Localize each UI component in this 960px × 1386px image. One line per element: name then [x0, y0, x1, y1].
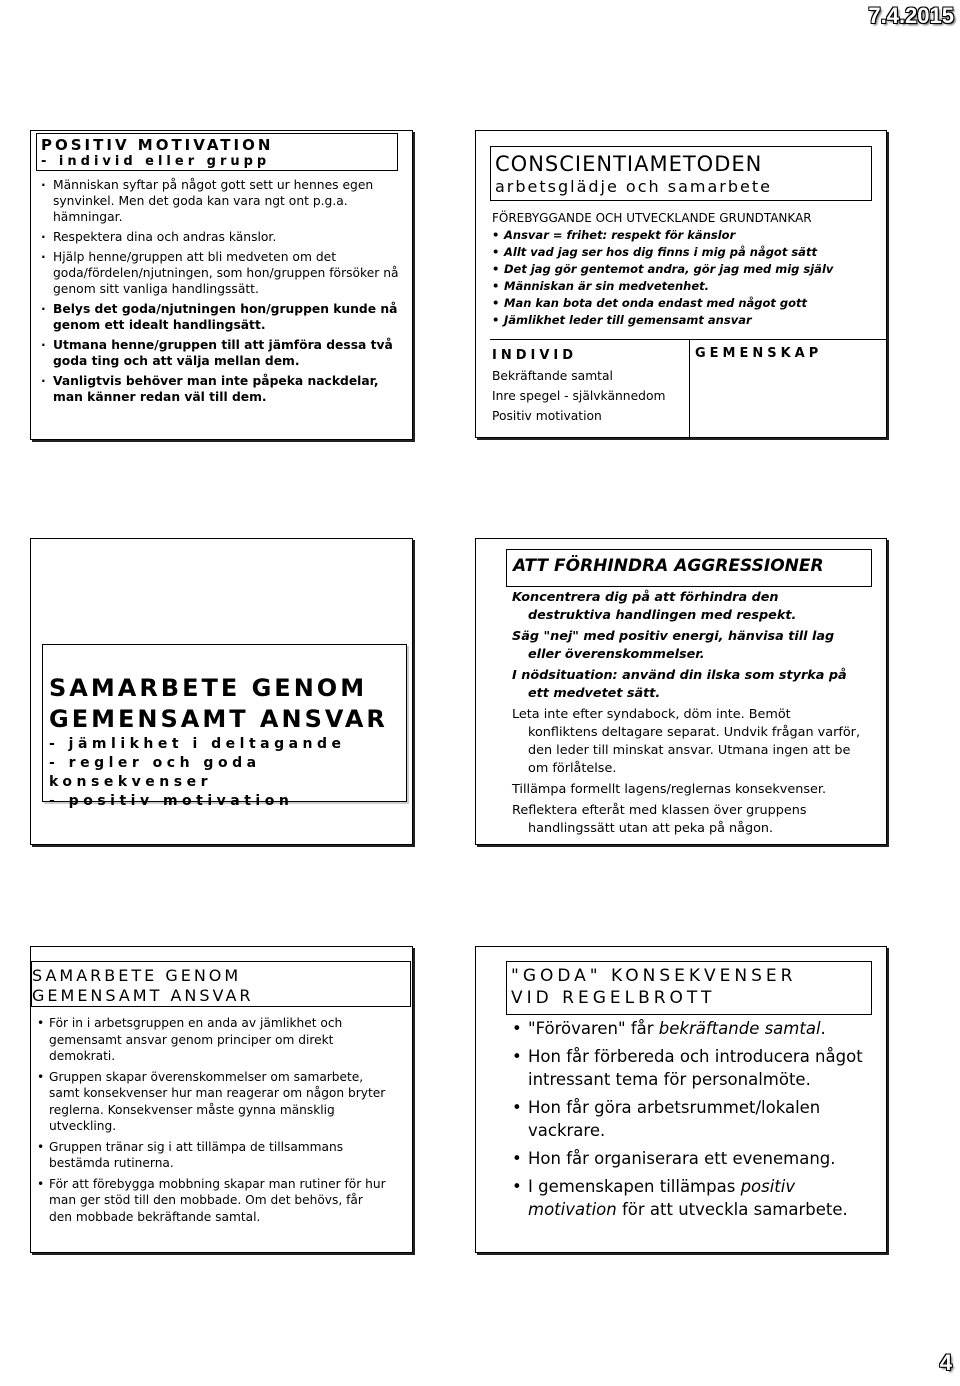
list-text: .	[820, 1019, 826, 1038]
slide-title-line: VID REGELBROTT	[511, 988, 716, 1008]
list-item: I nödsituation: använd din ilska som styrka på ett medvetet sätt.	[512, 668, 847, 701]
list-item: • Hon får organiserara ett evenemang.	[512, 1147, 872, 1170]
column-heading: INDIVID	[492, 348, 578, 363]
slide-conscientiametoden	[475, 130, 887, 438]
list-item: · Utmana henne/gruppen till att jämföra dessa två goda ting och att välja mellan dem.	[39, 337, 401, 369]
list-text: I gemenskapen tillämpas	[528, 1177, 741, 1196]
list-item	[512, 1017, 872, 1040]
slide-subline: - regler och goda konsekvenser	[49, 755, 261, 790]
slide-subline: - positiv motivation	[49, 793, 294, 809]
bullet-list	[512, 589, 862, 841]
list-item: • Gruppen tränar sig i att tillämpa de tillsammans bestämda rutinerna.	[37, 1139, 387, 1172]
bullet-list	[37, 1015, 387, 1229]
slide-title-line: SAMARBETE GENOM	[49, 674, 368, 702]
slide-title-line: GEMENSAMT ANSVAR	[32, 986, 254, 1005]
list-item: • Allt vad jag ser hos dig finns i mig på något sätt	[492, 244, 872, 261]
slide-subtitle: arbetsglädje och samarbete	[495, 177, 772, 196]
slide-subline: - jämlikhet i deltagande	[49, 736, 346, 752]
slide-title: CONSCIENTIAMETODEN	[495, 152, 763, 176]
table-cell: Inre spegel - självkännedom	[492, 389, 666, 403]
list-item: • Det jag gör gentemot andra, gör jag med mig själv	[492, 261, 872, 278]
section-heading: FÖREBYGGANDE OCH UTVECKLANDE GRUNDTANKAR	[492, 211, 812, 225]
slide-title: POSITIV MOTIVATION	[41, 136, 274, 154]
slide-title-box	[490, 146, 872, 201]
slide-title-box	[506, 961, 872, 1015]
slide-samarbete-genom	[30, 538, 413, 845]
list-item: • Ansvar = frihet: respekt för känslor	[492, 227, 872, 244]
list-item: • Hon får förbereda och introducera något intressant tema för personalmöte.	[512, 1045, 872, 1091]
column-heading: GEMENSKAP	[695, 346, 823, 361]
list-text-italic: positiv motivation	[528, 1177, 796, 1219]
slide-title: ATT FÖRHINDRA AGGRESSIONER	[506, 549, 872, 587]
column-gemenskap	[690, 340, 886, 438]
bullet-list	[512, 1017, 872, 1226]
list-item: • För att förebygga mobbning skapar man rutiner för hur man ger stöd till den mobbade. Om det behövs, får den mobbade bekräftande samtal.	[37, 1176, 387, 1226]
list-item: · Vanligtvis behöver man inte påpeka nackdelar, man känner redan väl till dem.	[39, 373, 401, 405]
list-item: Säg "nej" med positiv energi, hänvisa till lag eller överenskommelser.	[512, 629, 835, 662]
list-item: · Belys det goda/njutningen hon/gruppen kunde nå genom ett idealt handlingsätt.	[39, 301, 401, 333]
slide-goda-konsekvenser	[475, 946, 887, 1253]
list-text: "Förövaren" får	[528, 1019, 659, 1038]
slide-title-box	[36, 133, 398, 171]
list-item: • Jämlikhet leder till gemensamt ansvar	[492, 312, 872, 329]
list-item: · Respektera dina och andras känslor.	[39, 229, 401, 245]
table-cell: Bekräftande samtal	[492, 369, 613, 383]
list-item: Reflektera efteråt med klassen över gruppens handlingssätt utan att peka på någon.	[512, 803, 807, 836]
list-item: • Hon får göra arbetsrummet/lokalen vackrare.	[512, 1096, 872, 1142]
two-column-table	[490, 339, 886, 438]
list-item: Tillämpa formellt lagens/reglernas konsekvenser.	[512, 782, 827, 797]
list-item: • Gruppen skapar överenskommelser om samarbete, samt konsekvenser hur man reagerar om någon bryter reglerna. Konsekvenser måste gynna mänsklig utveckling.	[37, 1069, 387, 1135]
slide-forhindra-aggressioner	[475, 538, 887, 845]
list-item: · Hjälp henne/gruppen att bli medveten om det goda/fördelen/njutningen, som hon/gruppen försöker nå genom sitt vanliga handlingssätt.	[39, 249, 401, 297]
list-item: • Man kan bota det onda endast med något gott	[492, 295, 872, 312]
list-text: för att utveckla samarbete.	[616, 1200, 848, 1219]
column-individ	[490, 340, 690, 438]
slide-title-line: "GODA" KONSEKVENSER	[511, 966, 797, 986]
bullet-list	[492, 227, 872, 329]
date-label: 7.4.2015	[868, 3, 954, 28]
slide-subtitle: - individ eller grupp	[41, 154, 271, 169]
list-item: · Människan syftar på något gott sett ur hennes egen synvinkel. Men det goda kan vara ngt ont p.g.a. hämningar.	[39, 177, 401, 225]
slide-title-box	[31, 961, 411, 1007]
bullet-list	[39, 177, 401, 409]
table-cell: Positiv motivation	[492, 409, 602, 423]
list-text-italic: bekräftande samtal	[658, 1019, 821, 1038]
list-item: • För in i arbetsgruppen en anda av jämlikhet och gemensamt ansvar genom principer om direkt demokrati.	[37, 1015, 387, 1065]
list-item	[512, 1175, 872, 1221]
list-item: Leta inte efter syndabock, döm inte. Bemöt konfliktens deltagare separat. Undvik frågan varför, den leder till minskat ansvar. Utmana ingen att be om förlåtelse.	[512, 707, 861, 776]
slide-samarbete-gemensamt-ansvar	[30, 946, 413, 1253]
list-item: • Människan är sin medvetenhet.	[492, 278, 872, 295]
slide-title-line: GEMENSAMT ANSVAR	[49, 705, 388, 733]
slide-positiv-motivation	[30, 130, 413, 440]
slide-text-box	[42, 644, 407, 809]
page-number: 4	[939, 1350, 952, 1375]
slide-title-line: SAMARBETE GENOM	[32, 966, 242, 985]
list-item: Koncentrera dig på att förhindra den destruktiva handlingen med respekt.	[512, 590, 797, 623]
